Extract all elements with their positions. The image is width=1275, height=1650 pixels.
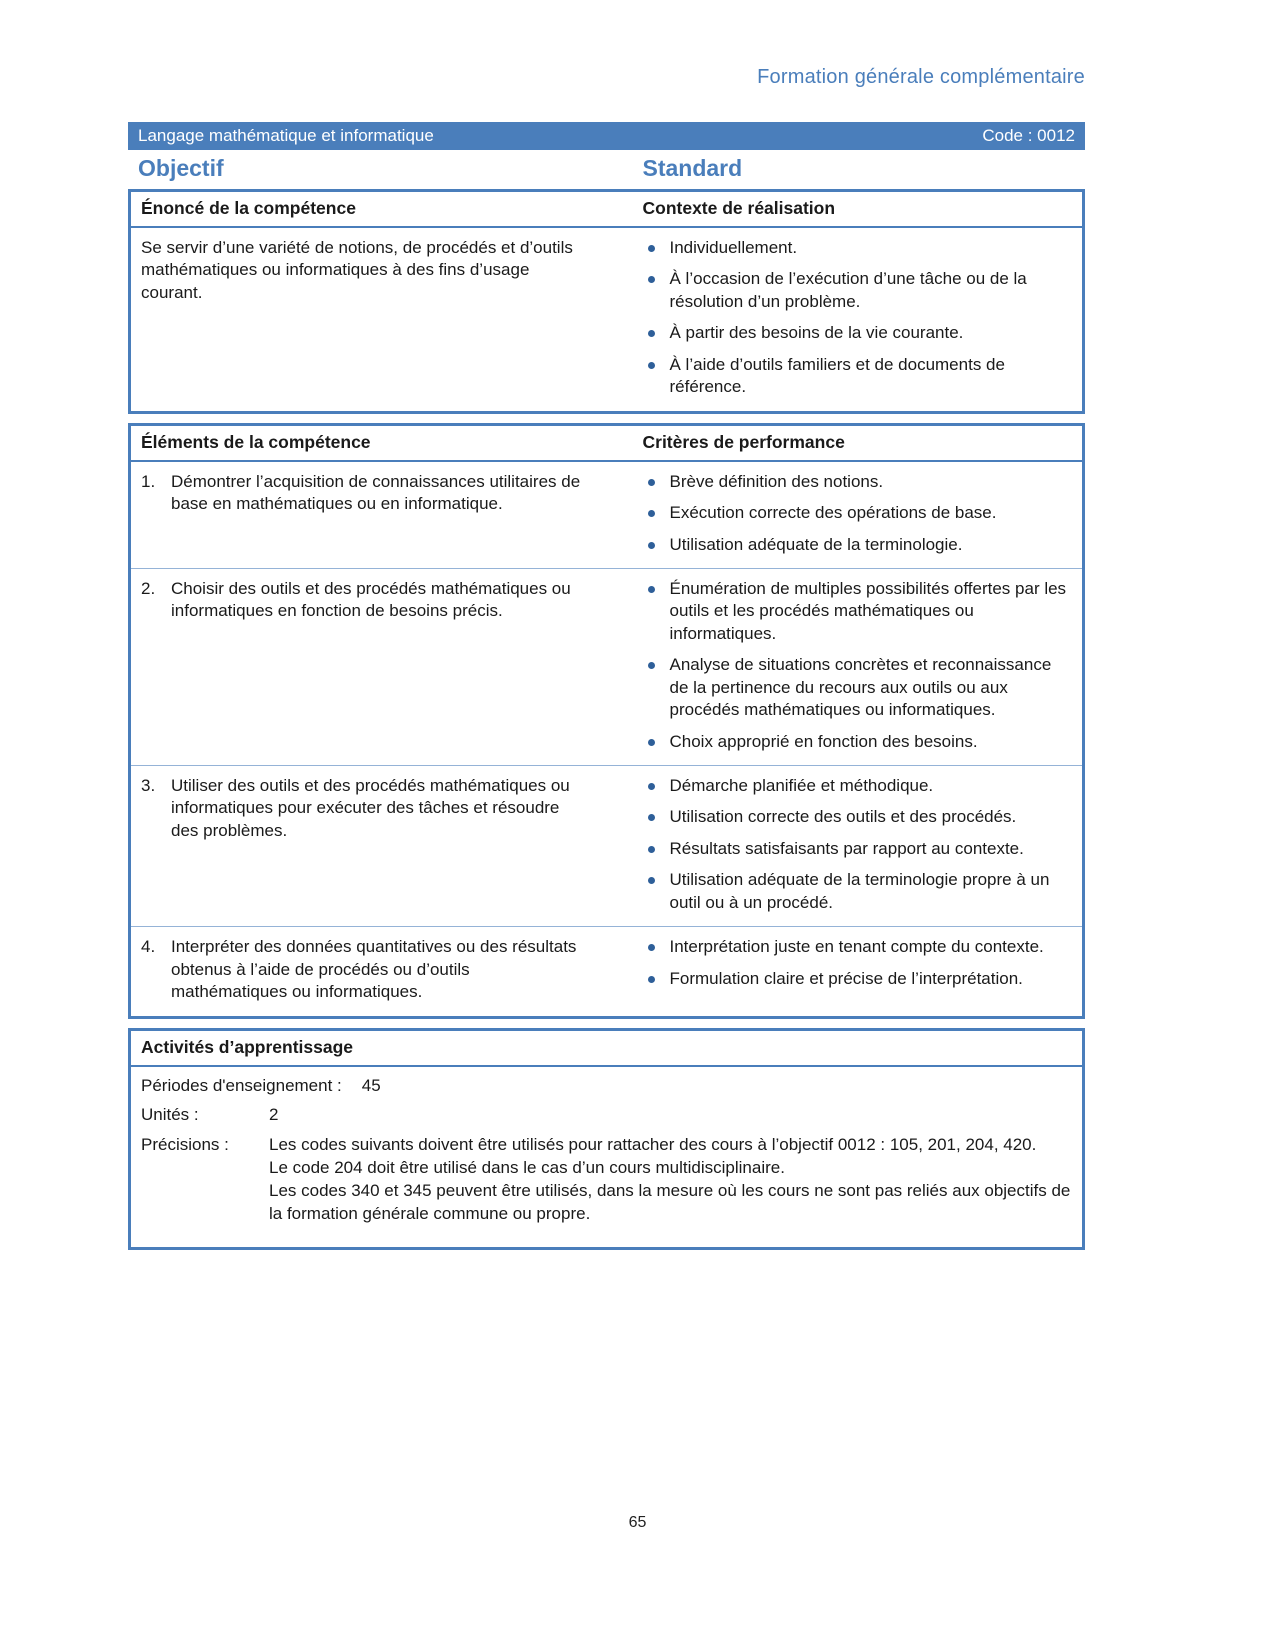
table1-header-row [131, 192, 1082, 228]
list-item [643, 354, 1075, 399]
bullet-icon [648, 739, 655, 746]
element-text: Interpréter des données quantitatives ou des résultats obtenus à l’aide de procédés ou d’outils mathématiques ou informatiques. [171, 937, 577, 1002]
list-item [643, 578, 1075, 645]
item-number: 3. [141, 776, 156, 795]
table-activites [128, 1028, 1085, 1251]
document-header-title: Formation générale complémentaire [757, 66, 1085, 88]
field-label: Précisions : [141, 1135, 229, 1155]
list-item [643, 936, 1075, 958]
table-row [131, 765, 1082, 926]
item-number: 4. [141, 937, 156, 957]
precisions-paragraph: Les codes 340 et 345 peuvent être utilisés, dans la mesure où les cours ne sont pas reliés aux objectifs de la formation générale commune ou propre. [269, 1181, 1071, 1224]
competence-statement: Se servir d’une variété de notions, de procédés et d’outils mathématiques ou informatiques à des fins d’usage courant. [141, 238, 573, 302]
bullet-icon [648, 479, 655, 486]
field-precisions [141, 1134, 1072, 1226]
field-value: 45 [361, 1075, 381, 1095]
list-item [643, 268, 1075, 313]
table-elements-criteres [128, 423, 1085, 1019]
bullet-icon [648, 944, 655, 951]
field-label: Unités : [141, 1105, 199, 1125]
list-item-text: Formulation claire et précise de l’interprétation. [669, 968, 1023, 988]
table-row [131, 568, 1082, 765]
table-row [131, 462, 1082, 568]
bullet-icon [648, 362, 655, 369]
list-item-text: À l’occasion de l’exécution d’une tâche ou de la résolution d’un problème. [669, 269, 1027, 311]
title-bar-course-name: Langage mathématique et informatique [138, 126, 434, 145]
bullet-icon [648, 814, 655, 821]
bullet-icon [648, 245, 655, 252]
list-item-text: Énumération de multiples possibilités offertes par les outils et les procédés mathématiques ou informatiques. [669, 578, 1067, 643]
field-value: 2 [269, 1105, 279, 1125]
bullet-icon [648, 662, 655, 669]
table-row [131, 926, 1082, 1015]
list-item-text: Utilisation adéquate de la terminologie propre à un outil ou à un procédé. [669, 870, 1050, 912]
table1-body-row [131, 228, 1082, 411]
list-item-text: Interprétation juste en tenant compte du contexte. [669, 937, 1044, 957]
table2-header-row [131, 426, 1082, 462]
title-bar [128, 122, 1085, 150]
list-item-text: Analyse de situations concrètes et reconnaissance de la pertinence du recours aux outils ou aux procédés mathématiques ou informatiques. [669, 655, 1052, 720]
element-text: Utiliser des outils et des procédés mathématiques ou informatiques pour exécuter des tâches et résoudre des problèmes. [171, 776, 570, 840]
criteria-bullet-list [607, 462, 1083, 568]
table-enonce-contexte [128, 189, 1085, 414]
list-item [643, 502, 1075, 524]
bullet-icon [648, 510, 655, 517]
list-item-text: Choix approprié en fonction des besoins. [669, 731, 978, 751]
item-number: 1. [141, 471, 156, 491]
list-item-text: À l’aide d’outils familiers et de documents de référence. [669, 354, 1005, 397]
element-text: Choisir des outils et des procédés mathématiques ou informatiques en fonction de besoins précis. [171, 578, 571, 621]
list-item [643, 654, 1075, 721]
activities-body [131, 1067, 1082, 1248]
precisions-paragraph: Le code 204 doit être utilisé dans le cas d’un cours multidisciplinaire. [269, 1158, 785, 1178]
list-item [643, 731, 1075, 753]
bullet-icon [648, 846, 655, 853]
field-label: Périodes d'enseignement : [141, 1075, 342, 1095]
table2-right-header: Critères de performance [642, 431, 845, 452]
table2-left-header: Éléments de la compétence [141, 431, 371, 452]
list-item-text: Résultats satisfaisants par rapport au contexte. [669, 838, 1024, 858]
criteria-bullet-list [607, 927, 1083, 1015]
bullet-icon [648, 586, 655, 593]
bullet-icon [648, 330, 655, 337]
activities-header: Activités d’apprentissage [131, 1031, 1082, 1067]
precisions-paragraph: Les codes suivants doivent être utilisés pour rattacher des cours à l’objectif 0012 : 105, 201, 204, 420. [269, 1135, 1037, 1155]
list-item-text: Individuellement. [669, 238, 798, 257]
list-item-text: Brève définition des notions. [669, 471, 884, 491]
contexte-bullet-list [607, 228, 1083, 411]
list-item [643, 471, 1075, 493]
bullet-icon [648, 976, 655, 983]
list-item [643, 775, 1075, 797]
heading-standard: Standard [642, 155, 743, 181]
list-item-text: Démarche planifiée et méthodique. [669, 776, 934, 795]
precisions-text [269, 1134, 1072, 1226]
list-item [643, 534, 1075, 556]
list-item-text: Utilisation adéquate de la terminologie. [669, 534, 963, 554]
element-text: Démontrer l’acquisition de connaissances utilitaires de base en mathématiques ou en informatique. [171, 471, 581, 514]
column-headings [128, 155, 1085, 182]
table1-right-header: Contexte de réalisation [642, 198, 836, 218]
list-item [643, 806, 1075, 828]
list-item [643, 237, 1075, 259]
item-number: 2. [141, 578, 156, 598]
page-number: 65 [628, 1514, 647, 1531]
list-item-text: Exécution correcte des opérations de base. [669, 503, 997, 523]
element-cell [131, 462, 607, 568]
field-unites [141, 1104, 1072, 1127]
field-periodes [141, 1075, 1072, 1098]
table1-left-header: Énoncé de la compétence [141, 198, 356, 218]
criteria-bullet-list [607, 766, 1083, 926]
criteria-bullet-list [607, 569, 1083, 765]
element-cell [131, 927, 607, 1015]
title-bar-code: Code : 0012 [982, 126, 1075, 145]
list-item [643, 869, 1075, 914]
element-cell [131, 766, 607, 926]
page-content [128, 0, 1085, 1259]
list-item-text: Utilisation correcte des outils et des procédés. [669, 807, 1017, 827]
bullet-icon [648, 877, 655, 884]
list-item [643, 968, 1075, 990]
heading-objectif: Objectif [138, 155, 224, 181]
list-item-text: À partir des besoins de la vie courante. [669, 323, 964, 343]
element-cell [131, 569, 607, 765]
bullet-icon [648, 542, 655, 549]
list-item [643, 838, 1075, 860]
bullet-icon [648, 783, 655, 790]
bullet-icon [648, 276, 655, 283]
list-item [643, 322, 1075, 344]
